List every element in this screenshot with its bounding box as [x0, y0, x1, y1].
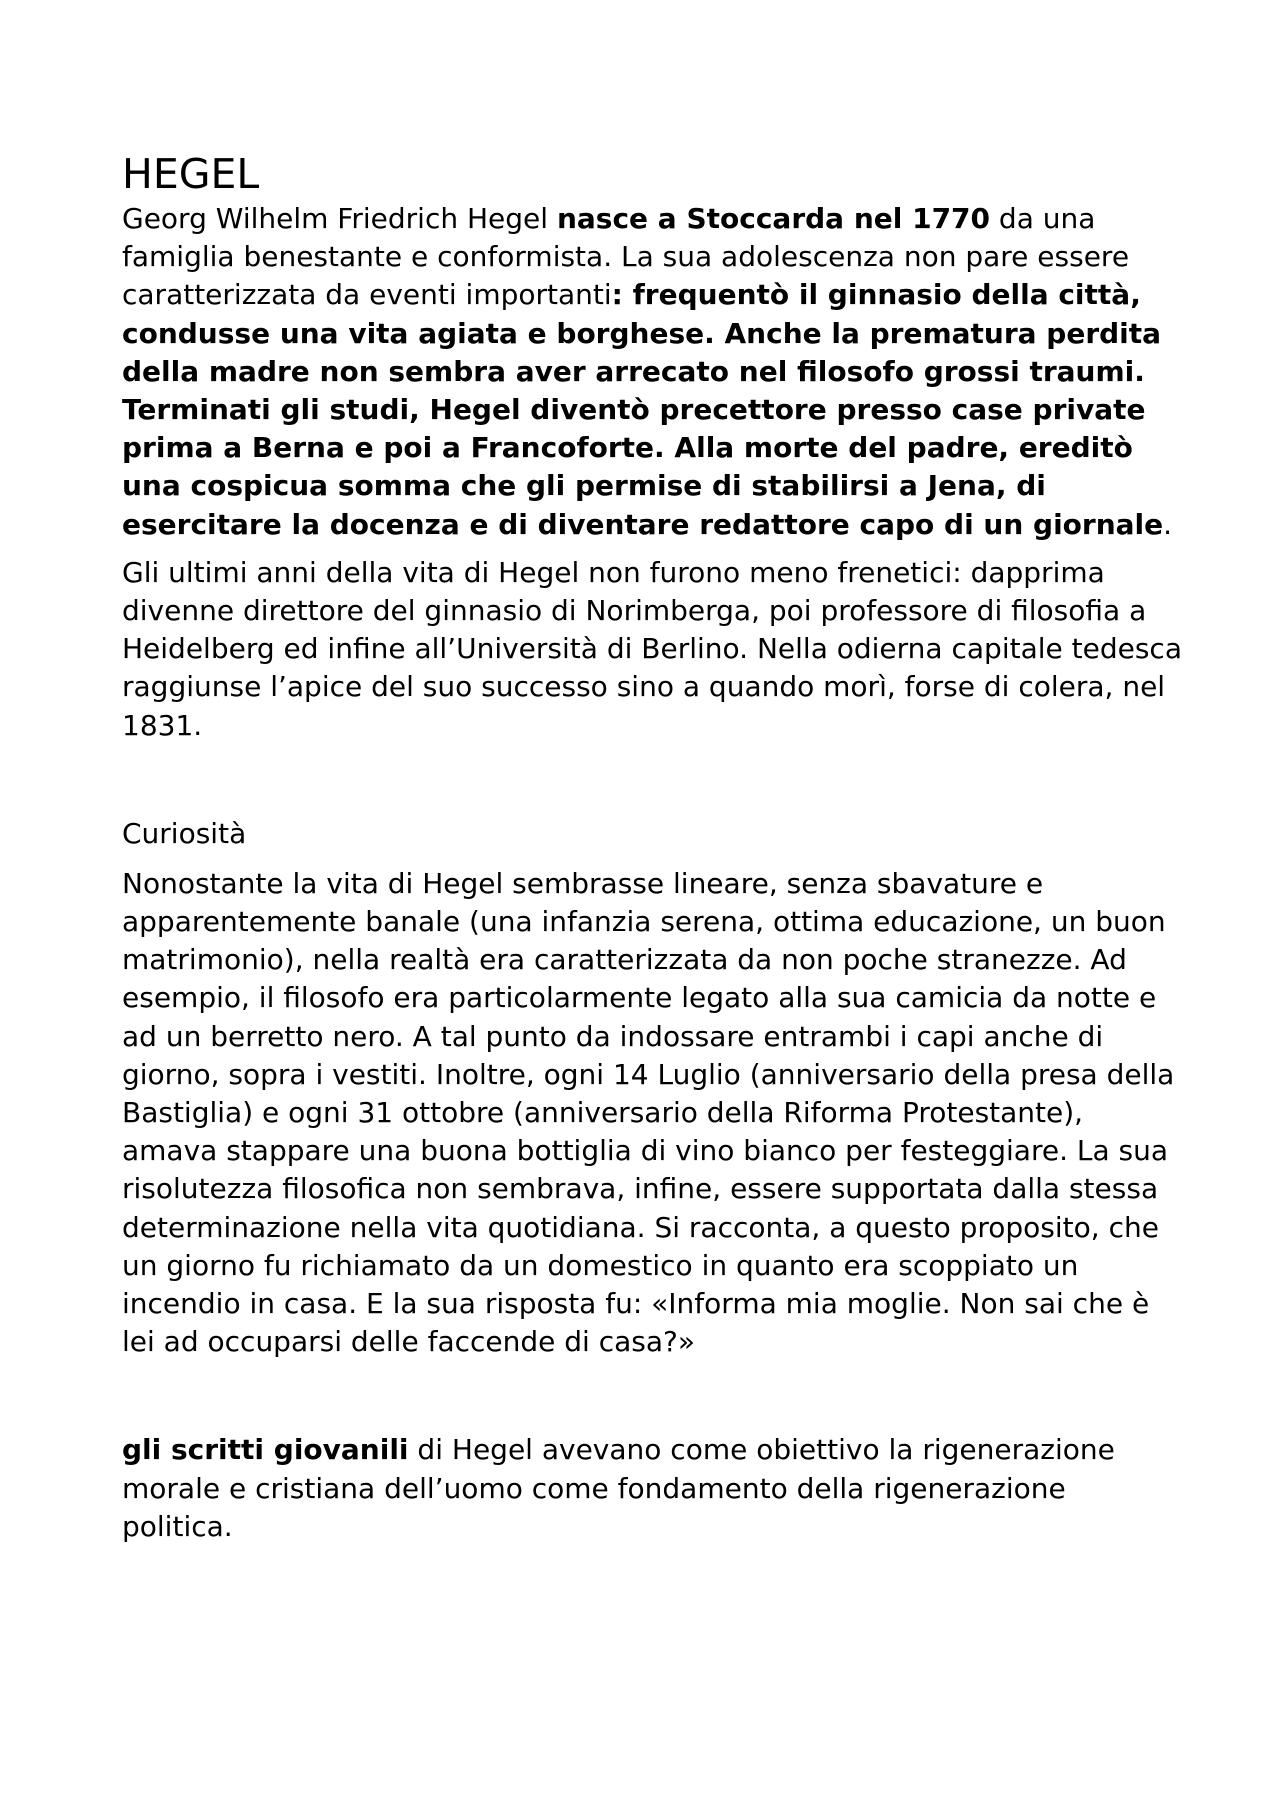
intro-bold-youth: : frequentò il ginnasio della città, condusse una vita agiata e borghese. Anche la prematura perdita della madre non sembra aver arrecato nel filosofo grossi traumi.: [122, 278, 1162, 388]
youth-writings-paragraph: [122, 1431, 1182, 1546]
intro-paragraph: [122, 200, 1182, 544]
later-years-paragraph: Gli ultimi anni della vita di Hegel non furono meno frenetici: dapprima divenne direttore del ginnasio di Norimberga, poi professore di filosofia a Heidelberg ed infine all’Università di Berlino. Nella odierna capitale tedesca raggiunse l’apice del suo successo sino a quando morì, forse di colera, nel 1831.: [122, 555, 1182, 742]
intro-bold-career: Terminati gli studi, Hegel diventò precettore presso case private prima a Berna e poi a Francoforte. Alla morte del padre, ereditò una cospicua somma che gli permise di stabilirsi a Jena, di esercitare la docenza e di diventare redattore capo di un giornale: [122, 393, 1164, 541]
intro-bold-birth: nasce a Stoccarda nel 1770: [556, 202, 991, 235]
intro-text-end: .: [1163, 507, 1173, 541]
youth-writings-text: di Hegel avevano come obiettivo la rigenerazione morale e cristiana dell’uomo come fondamento della rigenerazione politica.: [122, 1433, 1115, 1543]
document-title: HEGEL: [122, 150, 260, 198]
intro-text-2: da una famiglia benestante e conformista. La sua adolescenza non pare essere caratterizzata da eventi importanti: [122, 202, 1130, 312]
youth-writings-bold: gli scritti giovanili: [122, 1433, 409, 1467]
document-page: [122, 150, 1182, 1546]
curiosity-paragraph: Nonostante la vita di Hegel sembrasse lineare, senza sbavature e apparentemente banale (una infanzia serena, ottima educazione, un buon matrimonio), nella realtà era caratterizzata da non poche stranezze. Ad esempio, il filosofo era particolarmente legato alla sua camicia da notte e ad un berretto nero. A tal punto da indossare entrambi i capi anche di giorno, sopra i vestiti. Inoltre, ogni 14 Luglio (anniversario della presa della Bastiglia) e ogni 31 ottobre (anniversario della Riforma Protestante), amava stappare una buona bottiglia di vino bianco per festeggiare. La sua risolutezza filosofica non sembrava, infine, essere supportata dalla stessa determinazione nella vita quotidiana. Si racconta, a questo proposito, che un giorno fu richiamato da un domestico in quanto era scoppiato un incendio in casa. E la sua risposta fu: «Informa mia moglie. Non sai che è lei ad occuparsi delle faccende di casa?»: [122, 866, 1175, 1359]
intro-text-1: Georg Wilhelm Friedrich Hegel: [122, 202, 557, 235]
curiosity-heading: Curiosità: [122, 816, 247, 850]
